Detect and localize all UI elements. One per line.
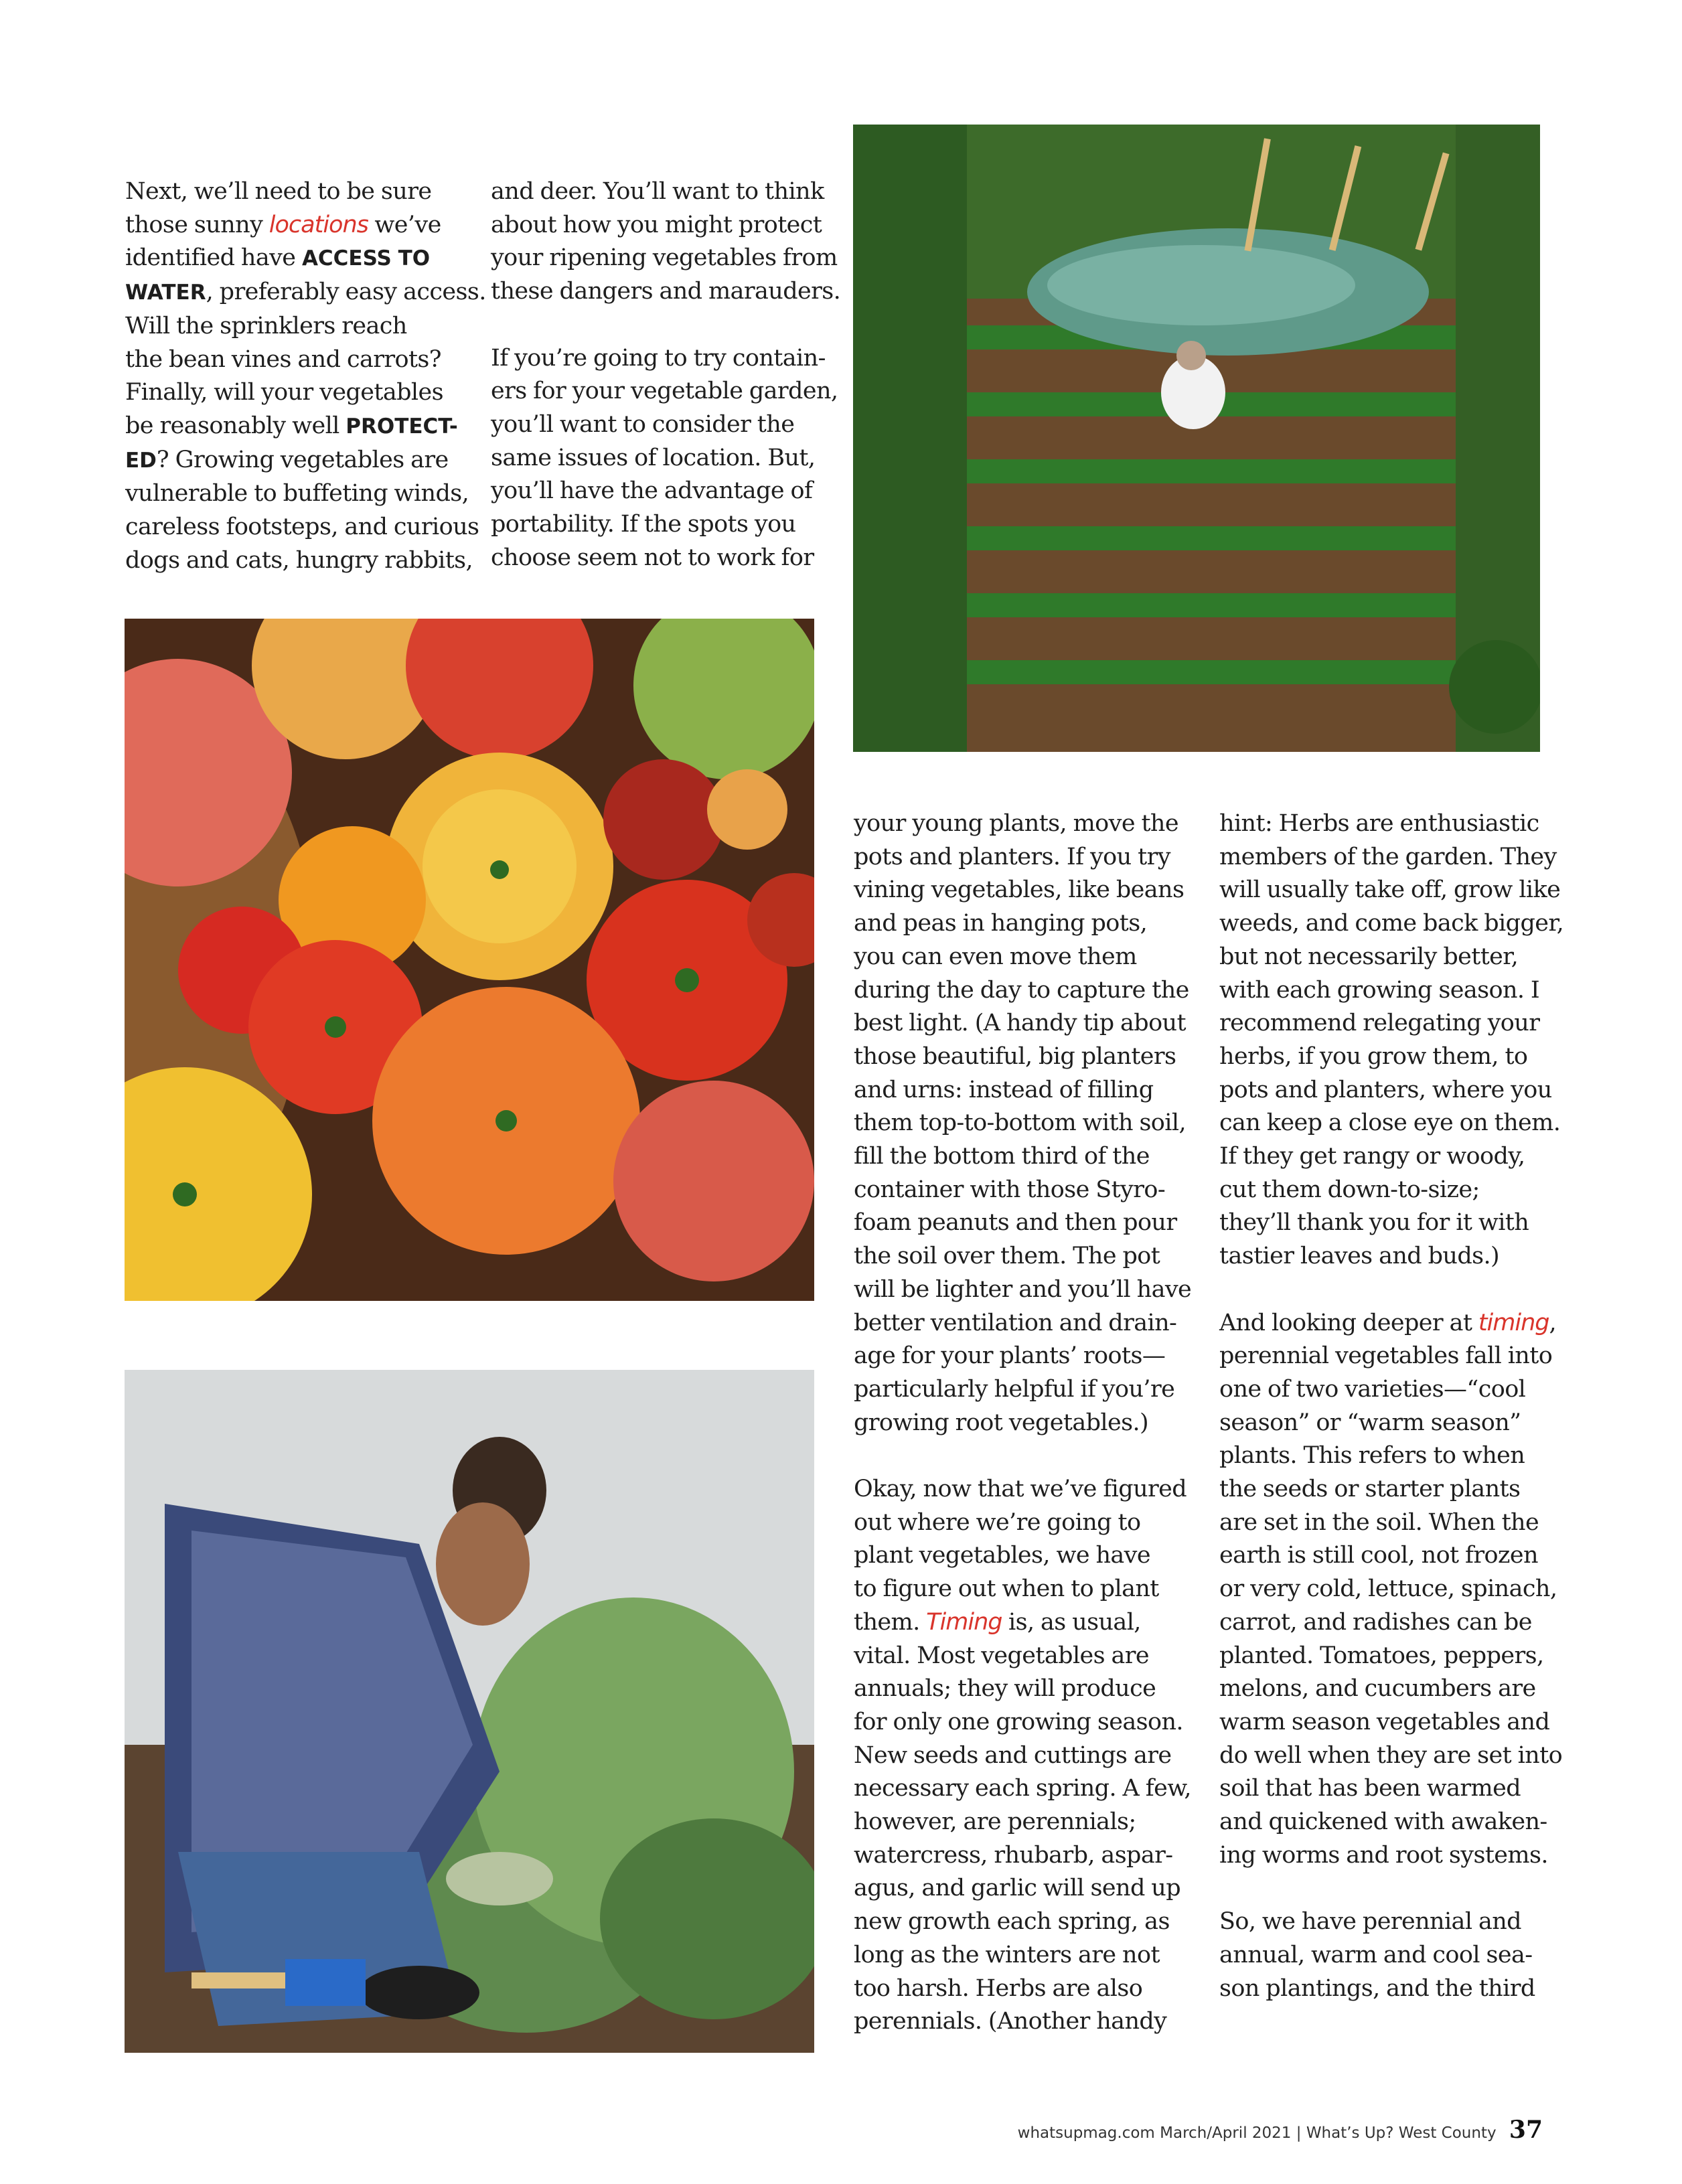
text-line: best light. (A handy tip about	[854, 1010, 1186, 1037]
text-line: If they get rangy or woody,	[1219, 1143, 1525, 1170]
text-line: portability. If the spots you	[491, 511, 796, 538]
text-line: vining vegetables, like beans	[854, 876, 1184, 904]
text-line: necessary each spring. A few,	[854, 1775, 1191, 1802]
text-line: you’ll have the advantage of	[491, 477, 813, 505]
text-line: you can even move them	[854, 943, 1137, 970]
text-column-3	[854, 807, 1191, 2039]
text-line: WATER, preferably easy access.	[125, 279, 486, 306]
text-line: recommend relegating your	[1219, 1010, 1540, 1037]
footer-separator: |	[1296, 2124, 1302, 2142]
text-line: herbs, if you grow them, to	[1219, 1042, 1528, 1070]
text-line: hint: Herbs are enthusiastic	[1219, 810, 1539, 837]
text-line: these dangers and marauders.	[491, 278, 841, 305]
text-line: out where we’re going to	[854, 1508, 1141, 1536]
paragraph-gap	[1219, 1273, 1563, 1307]
text-line: the seeds or starter plants	[1219, 1476, 1521, 1503]
text-line: ers for your vegetable garden,	[491, 378, 838, 405]
text-line: plant vegetables, we have	[854, 1542, 1150, 1569]
text-line: season” or “warm season”	[1219, 1409, 1521, 1436]
text-line: one of two varieties—“cool	[1219, 1375, 1526, 1403]
keyword-highlight: timing	[1478, 1309, 1549, 1336]
text-line: perennial vegetables fall into	[1219, 1342, 1553, 1370]
text-line: however, are perennials;	[854, 1808, 1136, 1836]
text-line: particularly helpful if you’re	[854, 1375, 1175, 1403]
text-line: those sunny locations we’ve	[125, 211, 441, 238]
text-line: tastier leaves and buds.)	[1219, 1243, 1500, 1270]
text-line: And looking deeper at timing,	[1219, 1309, 1557, 1336]
text-line: are set in the soil. When the	[1219, 1508, 1539, 1536]
text-line: can keep a close eye on them.	[1219, 1109, 1561, 1137]
text-line: and peas in hanging pots,	[854, 910, 1148, 937]
page-number: 37	[1509, 2116, 1543, 2144]
text-line: be reasonably well PROTECT-	[125, 412, 458, 439]
text-column-1	[125, 175, 486, 577]
text-line: they’ll thank you for it with	[1219, 1209, 1529, 1237]
text-line: choose seem not to work for	[491, 544, 814, 571]
text-line: melons, and cucumbers are	[1219, 1675, 1536, 1703]
text-line: about how you might protect	[491, 211, 822, 238]
text-line: ED? Growing vegetables are	[125, 446, 449, 473]
text-line: better ventilation and drain-	[854, 1309, 1177, 1336]
text-line: but not necessarily better,	[1219, 943, 1519, 970]
text-line: to figure out when to plant	[854, 1575, 1159, 1603]
footer-site[interactable]: whatsupmag.com	[1017, 2124, 1155, 2142]
text-line: son plantings, and the third	[1219, 1974, 1535, 2002]
footer-issue: March/April 2021	[1160, 2124, 1292, 2142]
text-line: them. Timing is, as usual,	[854, 1608, 1141, 1636]
footer-publication: What’s Up? West County	[1306, 2124, 1497, 2142]
text-line: foam peanuts and then pour	[854, 1209, 1177, 1237]
text-line: for only one growing season.	[854, 1708, 1183, 1735]
text-line: will usually take off, grow like	[1219, 876, 1561, 904]
text-line: watercress, rhubarb, aspar-	[854, 1841, 1173, 1869]
text-line: Will the sprinklers reach	[125, 312, 407, 339]
page-footer	[1018, 2116, 1543, 2144]
keyword-highlight: Timing	[926, 1608, 1002, 1636]
text-line: and urns: instead of filling	[854, 1076, 1154, 1103]
text-line: weeds, and come back bigger,	[1219, 910, 1564, 937]
text-line: Okay, now that we’ve figured	[854, 1476, 1187, 1503]
text-line: members of the garden. They	[1219, 843, 1557, 870]
text-line: your young plants, move the	[854, 810, 1178, 837]
text-line: the soil over them. The pot	[854, 1243, 1160, 1270]
text-line: earth is still cool, not frozen	[1219, 1542, 1538, 1569]
text-line: Next, we’ll need to be sure	[125, 178, 432, 205]
text-line: them top-to-bottom with soil,	[854, 1109, 1186, 1137]
gardener-woman-photo	[125, 1370, 814, 2053]
text-line: ing worms and root systems.	[1219, 1841, 1548, 1869]
text-column-4	[1219, 807, 1563, 2005]
text-line: carrot, and radishes can be	[1219, 1608, 1532, 1636]
text-line: dogs and cats, hungry rabbits,	[125, 546, 473, 574]
text-line: and quickened with awaken-	[1219, 1808, 1547, 1836]
text-line: those beautiful, big planters	[854, 1042, 1176, 1070]
text-line: So, we have perennial and	[1219, 1908, 1521, 1936]
text-line: New seeds and cuttings are	[854, 1741, 1172, 1769]
text-line: soil that has been warmed	[1219, 1775, 1521, 1802]
text-line: age for your plants’ roots—	[854, 1342, 1166, 1370]
bold-emphasis: WATER	[125, 281, 206, 305]
text-line: pots and planters, where you	[1219, 1076, 1552, 1103]
paragraph-gap	[491, 309, 840, 342]
bold-emphasis: ED	[125, 448, 157, 473]
text-line: fill the bottom third of the	[854, 1143, 1150, 1170]
text-line: and deer. You’ll want to think	[491, 178, 824, 205]
text-line: cut them down-to-size;	[1219, 1176, 1480, 1203]
text-line: annual, warm and cool sea-	[1219, 1941, 1533, 1968]
text-line: will be lighter and you’ll have	[854, 1275, 1192, 1303]
text-line: Finally, will your vegetables	[125, 379, 443, 406]
text-line: or very cold, lettuce, spinach,	[1219, 1575, 1557, 1603]
text-line: vital. Most vegetables are	[854, 1642, 1150, 1669]
aerial-garden-photo	[853, 125, 1540, 752]
text-line: pots and planters. If you try	[854, 843, 1170, 870]
text-line: agus, and garlic will send up	[854, 1875, 1181, 1902]
text-line: do well when they are set into	[1219, 1741, 1563, 1769]
text-line: identified have ACCESS TO	[125, 244, 431, 272]
keyword-highlight: locations	[269, 211, 368, 238]
text-line: plants. This refers to when	[1219, 1442, 1525, 1470]
text-line: new growth each spring, as	[854, 1908, 1170, 1936]
heirloom-tomatoes-photo	[125, 619, 814, 1301]
text-line: planted. Tomatoes, peppers,	[1219, 1642, 1544, 1669]
bold-emphasis: PROTECT-	[346, 414, 458, 439]
text-line: warm season vegetables and	[1219, 1708, 1550, 1735]
bold-emphasis: ACCESS TO	[301, 246, 431, 271]
text-line: vulnerable to buffeting winds,	[125, 480, 469, 508]
text-line: during the day to capture the	[854, 976, 1189, 1004]
paragraph-gap	[1219, 1872, 1563, 1905]
text-line: growing root vegetables.)	[854, 1409, 1149, 1436]
text-column-2	[491, 175, 840, 574]
text-line: the bean vines and carrots?	[125, 345, 441, 373]
text-line: your ripening vegetables from	[491, 244, 838, 272]
text-line: annuals; they will produce	[854, 1675, 1156, 1703]
text-line: container with those Styro-	[854, 1176, 1166, 1203]
text-line: you’ll want to consider the	[491, 410, 795, 438]
paragraph-gap	[854, 1439, 1191, 1473]
text-line: with each growing season. I	[1219, 976, 1540, 1004]
text-line: same issues of location. But,	[491, 444, 816, 471]
text-line: too harsh. Herbs are also	[854, 1974, 1143, 2002]
text-line: If you’re going to try contain-	[491, 344, 826, 372]
text-line: long as the winters are not	[854, 1941, 1160, 1968]
text-line: careless footsteps, and curious	[125, 514, 479, 541]
text-line: perennials. (Another handy	[854, 2008, 1167, 2035]
